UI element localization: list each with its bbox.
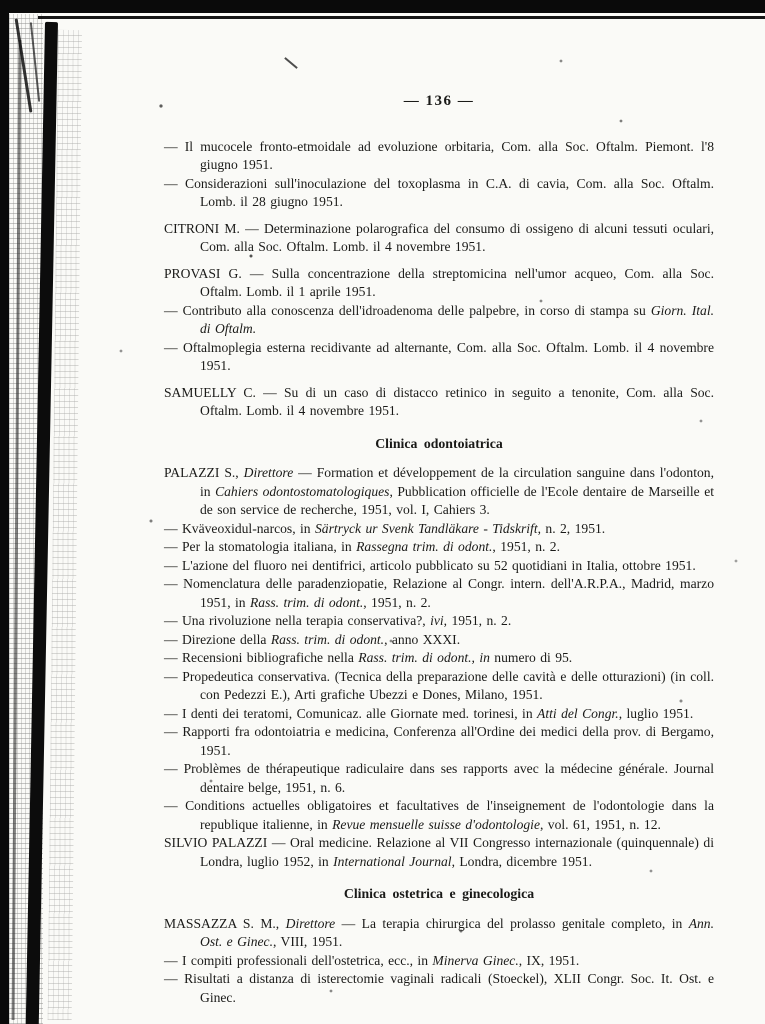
journal-title: Minerva Ginec. <box>432 952 519 968</box>
bib-entry <box>164 952 714 971</box>
entry-text: — Oftalmoplegia esterna recidivante ad alternante, Com. alla Soc. Oftalm. Lomb. il 4 novembre 1951. <box>164 339 714 373</box>
bib-entry <box>164 138 714 175</box>
entry-text: , 1951, n. 2. <box>363 594 431 610</box>
entry-text: — Conditions actuelles obligatoires et facultatives de l'inseignement de l'odontologie dans la republique italienne, in <box>164 798 714 832</box>
bib-entry <box>164 220 714 257</box>
bib-entry <box>164 970 714 1007</box>
entry-text: numero di 95. <box>489 650 573 665</box>
journal-title: Rassegna trim. di odont. <box>356 539 493 554</box>
entry-text: — I denti dei teratomi, Comunicaz. alle Giornate med. torinesi, in <box>164 705 538 721</box>
journal-title: Särtryck ur Svenk Tandläkare - Tidskrift <box>315 520 538 536</box>
bib-entry <box>164 649 714 668</box>
bib-entry <box>164 384 714 421</box>
entry-text: — Problèmes de thérapeutique radiculaire dans ses rapports avec la médecine générale. Journal dentaire belge, 1951, n. 6. <box>164 761 714 795</box>
bib-entry <box>164 302 714 339</box>
entry-text: — Contributo alla conoscenza dell'idroadenoma delle palpebre, in corso di stampa su <box>164 302 651 318</box>
journal-title: Cahiers odontostomatologiques <box>215 483 390 499</box>
scan-page-top-edge <box>38 16 765 19</box>
entry-text: — I compiti professionali dell'ostetrica, ecc., in <box>164 952 433 968</box>
entry-text: PALAZZI S., <box>164 465 244 480</box>
entry-text: — Rapporti fra odontoiatria e medicina, Conferenza all'Ordine dei medici della prov. di Bergamo, 1951. <box>164 724 714 758</box>
bib-entry <box>164 668 714 705</box>
entry-text: — L'azione del fluoro nei dentifrici, articolo pubblicato su 52 quotidiani in Italia, ottobre 1951. <box>164 557 696 573</box>
entry-text: , Pubblication officielle de l'Ecole dentaire de Marseille et de son service de recherche, 1951, vol. I, Cahiers 3. <box>200 483 715 517</box>
entry-text: , 1951, n. 2. <box>492 539 560 554</box>
bib-entry <box>164 464 714 520</box>
bib-entry <box>164 175 714 212</box>
entry-text: — Formation et développement de la circulation sanguine dans l'odonton, in <box>200 465 714 499</box>
bib-entry <box>164 339 714 376</box>
bib-entry <box>164 612 714 631</box>
journal-title: Revue mensuelle suisse d'odontologie <box>332 816 540 832</box>
journal-title: Atti del Congr. <box>537 705 619 721</box>
bib-entry <box>164 265 714 302</box>
entry-text: SILVIO PALAZZI — Oral medicine. Relazione al VII Congresso internazionale (quinquennale) di Londra, luglio 1952, in <box>164 835 714 869</box>
bib-entry <box>164 915 714 952</box>
entry-text: — Considerazioni sull'inoculazione del toxoplasma in C.A. di cavia, Com. alla Soc. Oftalm. Lomb. il 28 giugno 1951. <box>164 175 714 209</box>
journal-title: Direttore <box>285 915 336 931</box>
section-heading: Clinica ostetrica e ginecologica <box>343 886 535 901</box>
page-number: — 136 — <box>403 93 475 109</box>
bib-entry <box>164 797 714 834</box>
entry-text: — Una rivoluzione nella terapia conservativa?, <box>164 613 431 628</box>
journal-title: Rass. trim. di odont., in <box>358 650 490 665</box>
journal-title: International Journal <box>333 853 452 869</box>
journal-title: Ann. Ost. e Ginec. <box>200 915 714 949</box>
bib-entry <box>164 557 714 576</box>
entry-text: , anno XXXI. <box>384 631 461 647</box>
entry-text: — Per la stomatologia italiana, in <box>164 539 357 554</box>
journal-title: Rass. trim. di odont. <box>249 594 364 610</box>
entry-text: CITRONI M. — Determinazione polarografica del consumo di ossigeno di alcuni tessuti oculari, Com. alla Soc. Oftalm. Lomb. il 4 novembre 1951. <box>164 220 714 254</box>
journal-title: Giorn. Ital. di Oftalm. <box>200 302 715 336</box>
entry-text: , luglio 1951. <box>618 705 694 721</box>
entry-text: — Risultati a distanza di isterectomie vaginali radicali (Stoeckel), XLII Congr. Soc. It. Ost. e Ginec. <box>164 971 714 1005</box>
journal-title: ivi <box>430 613 444 628</box>
entry-text: , n. 2, 1951. <box>537 520 606 536</box>
section-heading: Clinica odontoiatrica <box>375 435 503 451</box>
bib-entry <box>164 723 714 760</box>
entry-text: — La terapia chirurgica del prolasso genitale completo, in <box>335 915 689 931</box>
bib-entry <box>164 575 714 612</box>
bib-entry <box>164 760 714 797</box>
bibliography <box>164 138 714 1008</box>
entry-text: SAMUELLY C. — Su di un caso di distacco retinico in seguito a tenonite, Com. alla Soc. Oftalm. Lomb. il 4 novembre 1951. <box>164 384 714 418</box>
entry-text: MASSAZZA S. M., <box>164 915 286 931</box>
text-block <box>164 92 714 1007</box>
entry-text: PROVASI G. — Sulla concentrazione della streptomicina nell'umor acqueo, Com. alla Soc. Oftalm. Lomb. il 1 aprile 1951. <box>164 265 714 299</box>
entry-text: , IX, 1951. <box>518 952 580 968</box>
scan-top-black-bar <box>0 0 765 13</box>
entry-text: , Londra, dicembre 1951. <box>451 853 592 869</box>
journal-title: Rass. trim. di odont. <box>270 631 385 647</box>
entry-text: — Nomenclatura delle paradenziopatie, Relazione al Congr. intern. dell'A.R.P.A., Madrid, marzo 1951, in <box>164 576 714 610</box>
entry-text: — Il mucocele fronto-etmoidale ad evoluzione orbitaria, Com. alla Soc. Oftalm. Piemont. l'8 giugno 1951. <box>164 138 714 172</box>
bib-entry <box>164 705 714 724</box>
entry-text: — Direzione della <box>164 631 271 647</box>
entry-text: — Kväveoxidul-narcos, in <box>164 520 315 536</box>
entry-text: , vol. 61, 1951, n. 12. <box>540 816 661 832</box>
entry-text: — Propedeutica conservativa. (Tecnica della preparazione delle cavità e delle otturazioni) (in coll. con Pedezzi E.), Arti grafiche Ubezzi e Dones, Milano, 1951. <box>164 668 714 702</box>
bib-entry <box>164 834 714 871</box>
scan-stray-mark <box>284 57 298 69</box>
entry-text: , 1951, n. 2. <box>443 613 512 628</box>
scan-dust-specks <box>0 0 2 2</box>
entry-text: — Recensioni bibliografiche nella <box>164 650 359 665</box>
bib-entry <box>164 520 714 539</box>
bib-entry <box>164 631 714 650</box>
scan-left-black-edge <box>0 0 9 1024</box>
bib-entry <box>164 538 714 557</box>
journal-title: Direttore <box>243 465 294 480</box>
entry-text: , VIII, 1951. <box>272 934 343 949</box>
